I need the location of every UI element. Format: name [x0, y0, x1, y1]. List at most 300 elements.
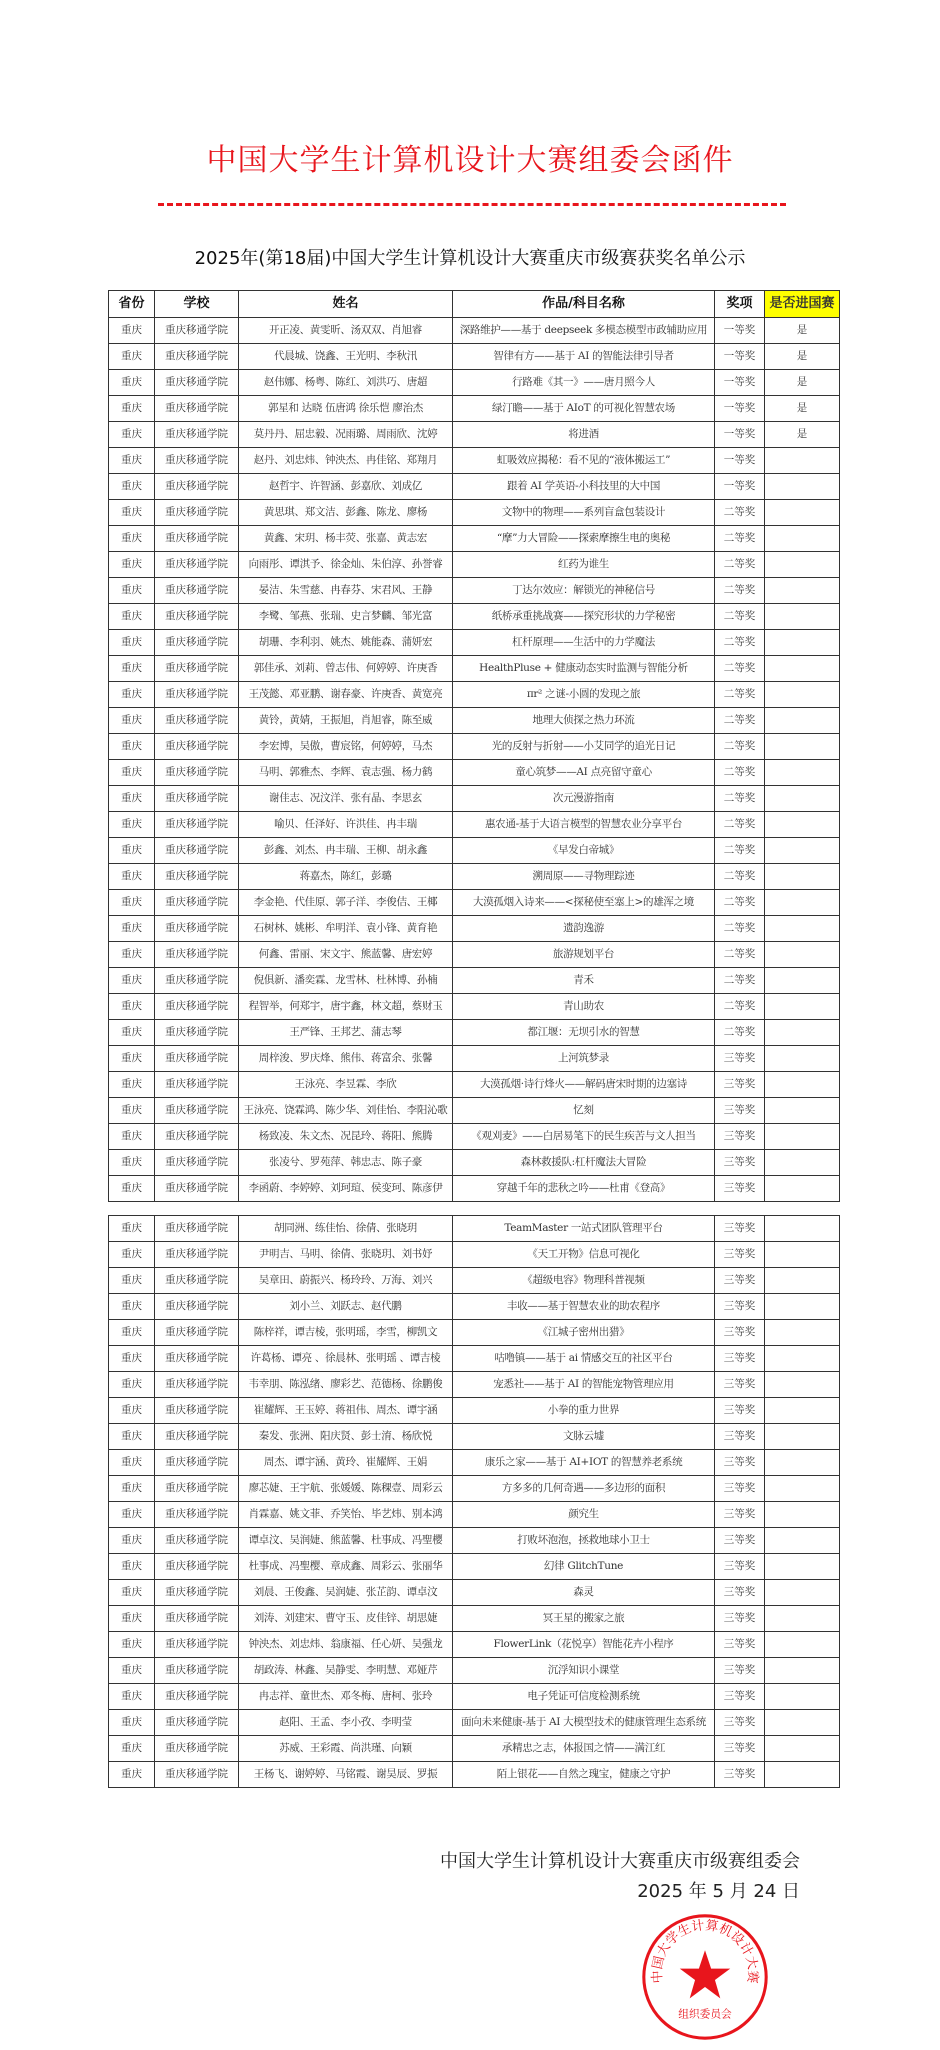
- cell-national: [765, 838, 840, 864]
- cell-province: 重庆: [109, 812, 155, 838]
- cell-school: 重庆移通学院: [155, 1124, 239, 1150]
- cell-names: 杜事成、冯聖樱、章成鑫、周彩云、张丽华: [239, 1554, 453, 1580]
- cell-names: 谢佳志、况汶洋、张有晶、李思玄: [239, 786, 453, 812]
- cell-work: 将进酒: [453, 422, 715, 448]
- cell-national: [765, 1736, 840, 1762]
- cell-province: 重庆: [109, 1476, 155, 1502]
- cell-names: 肖霖嘉、姚文菲、乔笑怡、毕艺炜、别本鸿: [239, 1502, 453, 1528]
- table-body-page2: [109, 1216, 840, 1788]
- cell-province: 重庆: [109, 890, 155, 916]
- cell-work: 旅游规划平台: [453, 942, 715, 968]
- cell-national: [765, 890, 840, 916]
- table-row: [109, 1124, 840, 1150]
- cell-work: 杠杆原理——生活中的力学魔法: [453, 630, 715, 656]
- cell-national: [765, 526, 840, 552]
- cell-school: 重庆移通学院: [155, 708, 239, 734]
- table-row: [109, 1216, 840, 1242]
- cell-names: 蒋嘉杰，陈红，彭璐: [239, 864, 453, 890]
- cell-names: 张凌兮、罗苑萍、韩忠志、陈子豪: [239, 1150, 453, 1176]
- cell-province: 重庆: [109, 630, 155, 656]
- cell-province: 重庆: [109, 1072, 155, 1098]
- cell-award: 一等奖: [715, 422, 765, 448]
- seal-star-icon: [680, 1950, 730, 1998]
- cell-names: 黄鑫、宋玥、杨丰荧、张嘉、黄志宏: [239, 526, 453, 552]
- cell-school: 重庆移通学院: [155, 1098, 239, 1124]
- cell-names: 喻贝、任泽好、许洪佳、冉丰瑞: [239, 812, 453, 838]
- cell-work: 《超级电容》物理科普视频: [453, 1268, 715, 1294]
- table-row: [109, 1398, 840, 1424]
- cell-names: 韦幸朋、陈泓绪、廖彩艺、范德杨、徐鹏俊: [239, 1372, 453, 1398]
- table-row: [109, 1046, 840, 1072]
- award-table-page2: [108, 1215, 840, 1788]
- cell-province: 重庆: [109, 1046, 155, 1072]
- cell-national: [765, 786, 840, 812]
- cell-award: 三等奖: [715, 1072, 765, 1098]
- cell-work: 咕噜镇——基于 ai 情感交互的社区平台: [453, 1346, 715, 1372]
- cell-award: 二等奖: [715, 656, 765, 682]
- cell-province: 重庆: [109, 838, 155, 864]
- cell-national: [765, 604, 840, 630]
- cell-award: 二等奖: [715, 578, 765, 604]
- cell-work: 面向未来健康-基于 AI 大模型技术的健康管理生态系统: [453, 1710, 715, 1736]
- cell-award: 二等奖: [715, 708, 765, 734]
- table-row: [109, 552, 840, 578]
- cell-school: 重庆移通学院: [155, 760, 239, 786]
- cell-work: 地理大侦探之热力环流: [453, 708, 715, 734]
- cell-school: 重庆移通学院: [155, 1710, 239, 1736]
- cell-national: [765, 734, 840, 760]
- table-row: [109, 370, 840, 396]
- cell-work: 森灵: [453, 1580, 715, 1606]
- cell-award: 三等奖: [715, 1736, 765, 1762]
- cell-names: 周杰、谭宇涵、黄玲、崔耀辉、王娟: [239, 1450, 453, 1476]
- cell-national: [765, 916, 840, 942]
- cell-province: 重庆: [109, 734, 155, 760]
- cell-names: 王泳亮、李昱霖、李欣: [239, 1072, 453, 1098]
- cell-national: [765, 708, 840, 734]
- table-row: [109, 1242, 840, 1268]
- cell-names: 胡珊、李利羽、姚杰、姚能森、蒲妍宏: [239, 630, 453, 656]
- table-row: [109, 474, 840, 500]
- col-header-province: 省份: [109, 291, 155, 318]
- cell-work: 光的反射与折射——小艾同学的追光日记: [453, 734, 715, 760]
- cell-award: 二等奖: [715, 526, 765, 552]
- cell-names: 吴章田、蔚振兴、杨玲玲、万海、刘兴: [239, 1268, 453, 1294]
- cell-national: [765, 1658, 840, 1684]
- cell-names: 黄铃，黄婧，王振旭，肖旭睿，陈至威: [239, 708, 453, 734]
- cell-names: 黄思琪、郑文洁、彭鑫、陈龙、廖杨: [239, 500, 453, 526]
- cell-names: 崔耀辉、王玉婷、蒋祖伟、周杰、谭宇涵: [239, 1398, 453, 1424]
- cell-province: 重庆: [109, 1176, 155, 1202]
- cell-award: 三等奖: [715, 1150, 765, 1176]
- cell-school: 重庆移通学院: [155, 370, 239, 396]
- cell-names: 莫丹丹、屈忠毅、况雨璐、周雨欣、沈婷: [239, 422, 453, 448]
- cell-names: 陈梓祥，谭吉棱，张明瑶，李雪，柳凯文: [239, 1320, 453, 1346]
- table-row: [109, 864, 840, 890]
- cell-award: 二等奖: [715, 812, 765, 838]
- cell-school: 重庆移通学院: [155, 448, 239, 474]
- cell-award: 二等奖: [715, 552, 765, 578]
- cell-award: 二等奖: [715, 682, 765, 708]
- cell-national: [765, 448, 840, 474]
- cell-national: [765, 812, 840, 838]
- award-table-page1: [108, 290, 840, 1202]
- cell-award: 二等奖: [715, 864, 765, 890]
- cell-award: 三等奖: [715, 1528, 765, 1554]
- cell-province: 重庆: [109, 864, 155, 890]
- cell-names: 王严锋、王邦艺、蒲志琴: [239, 1020, 453, 1046]
- cell-province: 重庆: [109, 526, 155, 552]
- cell-school: 重庆移通学院: [155, 916, 239, 942]
- cell-province: 重庆: [109, 1528, 155, 1554]
- cell-province: 重庆: [109, 1762, 155, 1788]
- cell-national: 是: [765, 370, 840, 396]
- seal-arc-text: 中国大学生计算机设计大赛: [650, 1918, 760, 1984]
- cell-province: 重庆: [109, 1424, 155, 1450]
- cell-province: 重庆: [109, 344, 155, 370]
- cell-names: 开正凌、黄雯昕、汤双双、肖旭睿: [239, 318, 453, 344]
- cell-school: 重庆移通学院: [155, 1294, 239, 1320]
- table-row: [109, 1554, 840, 1580]
- cell-award: 三等奖: [715, 1684, 765, 1710]
- cell-province: 重庆: [109, 1580, 155, 1606]
- cell-school: 重庆移通学院: [155, 1150, 239, 1176]
- cell-names: 郭佳承、刘莉、曾志伟、何婷婷、许庚香: [239, 656, 453, 682]
- cell-school: 重庆移通学院: [155, 1606, 239, 1632]
- cell-national: [765, 1098, 840, 1124]
- seal-inner-text: 组织委员会: [678, 2007, 732, 2021]
- cell-province: 重庆: [109, 656, 155, 682]
- table-row: [109, 1098, 840, 1124]
- cell-national: [765, 1762, 840, 1788]
- table-row: [109, 760, 840, 786]
- cell-work: 红药为谁生: [453, 552, 715, 578]
- cell-award: 三等奖: [715, 1554, 765, 1580]
- table-row: [109, 1294, 840, 1320]
- table-row: [109, 1580, 840, 1606]
- cell-award: 三等奖: [715, 1176, 765, 1202]
- cell-work: 冥王星的搬家之旅: [453, 1606, 715, 1632]
- cell-school: 重庆移通学院: [155, 422, 239, 448]
- cell-school: 重庆移通学院: [155, 552, 239, 578]
- cell-province: 重庆: [109, 1502, 155, 1528]
- cell-national: [765, 474, 840, 500]
- table-row: [109, 1020, 840, 1046]
- cell-school: 重庆移通学院: [155, 994, 239, 1020]
- cell-names: 彭鑫、刘杰、冉丰瑞、王柳、胡永鑫: [239, 838, 453, 864]
- cell-award: 一等奖: [715, 344, 765, 370]
- document-date: 2025 年 5 月 24 日: [637, 1881, 800, 1902]
- cell-names: 谭卓汶、吴润婕、熊蓝馨、杜事成、冯聖樱: [239, 1528, 453, 1554]
- cell-national: [765, 1450, 840, 1476]
- cell-names: 李金艳、代佳原、郭子洋、李俊佶、王椰: [239, 890, 453, 916]
- cell-names: 倪俱新、潘奕霖、龙雪林、杜林博、孙楠: [239, 968, 453, 994]
- cell-province: 重庆: [109, 1150, 155, 1176]
- cell-names: 程智举，何郑宇，唐宇鑫，林文超，蔡财玉: [239, 994, 453, 1020]
- cell-national: 是: [765, 422, 840, 448]
- cell-work: 上河筑梦录: [453, 1046, 715, 1072]
- cell-work: 绿汀瞻——基于 AIoT 的可视化智慧农场: [453, 396, 715, 422]
- cell-province: 重庆: [109, 1268, 155, 1294]
- cell-names: 郭星和 达晓 伍唐鸿 徐乐恺 廖治杰: [239, 396, 453, 422]
- cell-award: 二等奖: [715, 630, 765, 656]
- cell-school: 重庆移通学院: [155, 1632, 239, 1658]
- cell-province: 重庆: [109, 1684, 155, 1710]
- cell-school: 重庆移通学院: [155, 734, 239, 760]
- cell-school: 重庆移通学院: [155, 1424, 239, 1450]
- official-seal-stamp: [640, 1912, 770, 2042]
- table-row: [109, 1150, 840, 1176]
- cell-award: 一等奖: [715, 370, 765, 396]
- table-row: [109, 500, 840, 526]
- cell-school: 重庆移通学院: [155, 1502, 239, 1528]
- cell-award: 三等奖: [715, 1450, 765, 1476]
- cell-province: 重庆: [109, 396, 155, 422]
- table-row: [109, 1268, 840, 1294]
- cell-work: 青山助农: [453, 994, 715, 1020]
- table-row: [109, 1736, 840, 1762]
- cell-province: 重庆: [109, 1632, 155, 1658]
- table-row: [109, 1606, 840, 1632]
- cell-school: 重庆移通学院: [155, 526, 239, 552]
- cell-school: 重庆移通学院: [155, 396, 239, 422]
- cell-national: [765, 1072, 840, 1098]
- cell-award: 二等奖: [715, 994, 765, 1020]
- cell-work: 行路难《其一》——唐月照今人: [453, 370, 715, 396]
- cell-award: 三等奖: [715, 1098, 765, 1124]
- cell-award: 三等奖: [715, 1424, 765, 1450]
- cell-award: 三等奖: [715, 1216, 765, 1242]
- cell-work: 童心筑梦——AI 点亮留守童心: [453, 760, 715, 786]
- cell-names: 李函蔚、李婷婷、刘珂瑄、侯变珂、陈彦伊: [239, 1176, 453, 1202]
- cell-national: [765, 1632, 840, 1658]
- cell-national: [765, 656, 840, 682]
- cell-province: 重庆: [109, 578, 155, 604]
- cell-province: 重庆: [109, 760, 155, 786]
- cell-names: 赵丹、刘忠炜、钟泱杰、冉佳铭、郑翔月: [239, 448, 453, 474]
- cell-school: 重庆移通学院: [155, 630, 239, 656]
- cell-award: 一等奖: [715, 448, 765, 474]
- table-row: [109, 318, 840, 344]
- cell-names: 胡同洲、练佳怡、徐倩、张晓玥: [239, 1216, 453, 1242]
- cell-names: 钟泱杰、刘忠炜、翁康福、任心妍、吴强龙: [239, 1632, 453, 1658]
- cell-national: 是: [765, 318, 840, 344]
- cell-national: [765, 1320, 840, 1346]
- cell-province: 重庆: [109, 1736, 155, 1762]
- cell-national: [765, 1294, 840, 1320]
- cell-award: 二等奖: [715, 968, 765, 994]
- cell-province: 重庆: [109, 1294, 155, 1320]
- cell-names: 王茂懿、邓亚鹏、谢春豪、许庚香、黄宽亮: [239, 682, 453, 708]
- cell-province: 重庆: [109, 786, 155, 812]
- table-row: [109, 812, 840, 838]
- cell-work: 青禾: [453, 968, 715, 994]
- cell-national: [765, 1242, 840, 1268]
- cell-school: 重庆移通学院: [155, 942, 239, 968]
- cell-province: 重庆: [109, 500, 155, 526]
- cell-names: 许葛杨、谭亮 、徐晨林、张明瑶 、谭吉棱: [239, 1346, 453, 1372]
- cell-names: 何鑫、雷丽、宋文宇、熊蓝馨、唐宏婷: [239, 942, 453, 968]
- table-row: [109, 1528, 840, 1554]
- cell-names: 代晨城、饶鑫、王光明、李秋汛: [239, 344, 453, 370]
- cell-school: 重庆移通学院: [155, 1736, 239, 1762]
- cell-work: 纸桥承重挑战赛——探究形状的力学秘密: [453, 604, 715, 630]
- cell-school: 重庆移通学院: [155, 1372, 239, 1398]
- cell-award: 三等奖: [715, 1294, 765, 1320]
- cell-national: [765, 1124, 840, 1150]
- table-row: [109, 786, 840, 812]
- cell-school: 重庆移通学院: [155, 1762, 239, 1788]
- table-row: [109, 448, 840, 474]
- table-header-row: [109, 291, 840, 318]
- cell-work: 《天工开物》信息可视化: [453, 1242, 715, 1268]
- cell-national: [765, 760, 840, 786]
- cell-award: 一等奖: [715, 474, 765, 500]
- cell-work: 都江堰：无坝引水的智慧: [453, 1020, 715, 1046]
- col-header-school: 学校: [155, 291, 239, 318]
- table-row: [109, 890, 840, 916]
- cell-award: 二等奖: [715, 786, 765, 812]
- cell-school: 重庆移通学院: [155, 1216, 239, 1242]
- cell-work: TeamMaster 一站式团队管理平台: [453, 1216, 715, 1242]
- cell-work: 方多多的几何奇遇——多边形的面积: [453, 1476, 715, 1502]
- cell-school: 重庆移通学院: [155, 812, 239, 838]
- table-row: [109, 942, 840, 968]
- cell-work: 《江城子密州出猎》: [453, 1320, 715, 1346]
- cell-names: 尹明吉、马明、徐倩、张晓玥、刘书妤: [239, 1242, 453, 1268]
- cell-work: 穿越千年的悲秋之吟——杜甫《登高》: [453, 1176, 715, 1202]
- cell-work: 惠农通-基于大语言模型的智慧农业分享平台: [453, 812, 715, 838]
- cell-award: 三等奖: [715, 1658, 765, 1684]
- cell-province: 重庆: [109, 968, 155, 994]
- table-row: [109, 1450, 840, 1476]
- cell-work: 《早发白帝城》: [453, 838, 715, 864]
- cell-province: 重庆: [109, 682, 155, 708]
- cell-work: 幻律 GlitchTune: [453, 1554, 715, 1580]
- cell-province: 重庆: [109, 1098, 155, 1124]
- cell-school: 重庆移通学院: [155, 1476, 239, 1502]
- table-row: [109, 344, 840, 370]
- cell-province: 重庆: [109, 1124, 155, 1150]
- cell-national: [765, 1580, 840, 1606]
- cell-work: 文物中的物理——系列盲盒包装设计: [453, 500, 715, 526]
- table-row: [109, 1710, 840, 1736]
- cell-school: 重庆移通学院: [155, 474, 239, 500]
- cell-province: 重庆: [109, 552, 155, 578]
- col-header-national: 是否进国赛: [765, 291, 840, 318]
- cell-names: 赵阳、王孟、李小孜、李明莹: [239, 1710, 453, 1736]
- cell-national: 是: [765, 396, 840, 422]
- cell-national: [765, 1020, 840, 1046]
- cell-school: 重庆移通学院: [155, 656, 239, 682]
- table-row: [109, 1684, 840, 1710]
- table-row: [109, 1502, 840, 1528]
- cell-school: 重庆移通学院: [155, 1528, 239, 1554]
- cell-award: 二等奖: [715, 916, 765, 942]
- cell-school: 重庆移通学院: [155, 890, 239, 916]
- cell-province: 重庆: [109, 1606, 155, 1632]
- table-row: [109, 1424, 840, 1450]
- table-row: [109, 396, 840, 422]
- cell-award: 二等奖: [715, 500, 765, 526]
- cell-work: 《观刈麦》——白居易笔下的民生疾苦与文人担当: [453, 1124, 715, 1150]
- cell-work: 森林救援队:杠杆魔法大冒险: [453, 1150, 715, 1176]
- cell-award: 二等奖: [715, 734, 765, 760]
- cell-province: 重庆: [109, 1320, 155, 1346]
- cell-national: [765, 968, 840, 994]
- cell-work: 颜究生: [453, 1502, 715, 1528]
- cell-national: [765, 994, 840, 1020]
- cell-award: 三等奖: [715, 1124, 765, 1150]
- cell-work: 丁达尔效应：解锁光的神秘信号: [453, 578, 715, 604]
- cell-work: 忆刻: [453, 1098, 715, 1124]
- cell-school: 重庆移通学院: [155, 1398, 239, 1424]
- cell-names: 赵哲宇、许智涵、彭嘉欣、刘成亿: [239, 474, 453, 500]
- cell-province: 重庆: [109, 370, 155, 396]
- cell-work: 电子凭证可信度检测系统: [453, 1684, 715, 1710]
- cell-province: 重庆: [109, 1372, 155, 1398]
- cell-work: “摩”力大冒险——探索摩擦生电的奥秘: [453, 526, 715, 552]
- cell-province: 重庆: [109, 1242, 155, 1268]
- table-row: [109, 1372, 840, 1398]
- cell-names: 李鹭、邹燕、张瑞、史言梦麟、邹光富: [239, 604, 453, 630]
- organizer-signature: 中国大学生计算机设计大赛重庆市级赛组委会: [440, 1851, 800, 1872]
- cell-national: 是: [765, 344, 840, 370]
- cell-work: 康乐之家——基于 AI+IOT 的智慧养老系统: [453, 1450, 715, 1476]
- cell-national: [765, 1216, 840, 1242]
- cell-national: [765, 500, 840, 526]
- cell-national: [765, 1046, 840, 1072]
- cell-award: 二等奖: [715, 1020, 765, 1046]
- cell-school: 重庆移通学院: [155, 1320, 239, 1346]
- cell-work: 沉浮知识小课堂: [453, 1658, 715, 1684]
- cell-school: 重庆移通学院: [155, 318, 239, 344]
- cell-award: 二等奖: [715, 942, 765, 968]
- cell-work: 溯周原——寻物理踪迹: [453, 864, 715, 890]
- cell-national: [765, 1476, 840, 1502]
- cell-names: 苏威、王彩霞、尚洪瑾、向颖: [239, 1736, 453, 1762]
- cell-province: 重庆: [109, 916, 155, 942]
- cell-award: 三等奖: [715, 1398, 765, 1424]
- cell-names: 向雨彤、谭淇予、徐金灿、朱伯淳、孙誉睿: [239, 552, 453, 578]
- cell-province: 重庆: [109, 604, 155, 630]
- cell-national: [765, 578, 840, 604]
- table-row: [109, 604, 840, 630]
- cell-award: 三等奖: [715, 1268, 765, 1294]
- letterhead-title: 中国大学生计算机设计大赛组委会函件: [206, 143, 734, 178]
- cell-province: 重庆: [109, 1710, 155, 1736]
- cell-work: 小拳的重力世界: [453, 1398, 715, 1424]
- cell-names: 赵伟娜、杨粤、陈红、刘洪巧、唐超: [239, 370, 453, 396]
- cell-names: 马明、郭雅杰、李辉、袁志强、杨力鹤: [239, 760, 453, 786]
- cell-names: 李宏博，吴傲，曹宸铭，何婷婷，马杰: [239, 734, 453, 760]
- cell-school: 重庆移通学院: [155, 838, 239, 864]
- cell-work: 深路维护——基于 deepseek 多模态模型市政辅助应用: [453, 318, 715, 344]
- cell-school: 重庆移通学院: [155, 1268, 239, 1294]
- cell-work: 智律有方——基于 AI 的智能法律引导者: [453, 344, 715, 370]
- cell-school: 重庆移通学院: [155, 1684, 239, 1710]
- cell-award: 二等奖: [715, 604, 765, 630]
- table-row: [109, 1632, 840, 1658]
- cell-work: 大漠孤烟入诗来——<探秘使至塞上>的雄浑之境: [453, 890, 715, 916]
- cell-province: 重庆: [109, 474, 155, 500]
- cell-work: 遗韵逸游: [453, 916, 715, 942]
- cell-national: [765, 1528, 840, 1554]
- table-row: [109, 916, 840, 942]
- table-row: [109, 1176, 840, 1202]
- cell-national: [765, 1554, 840, 1580]
- cell-school: 重庆移通学院: [155, 864, 239, 890]
